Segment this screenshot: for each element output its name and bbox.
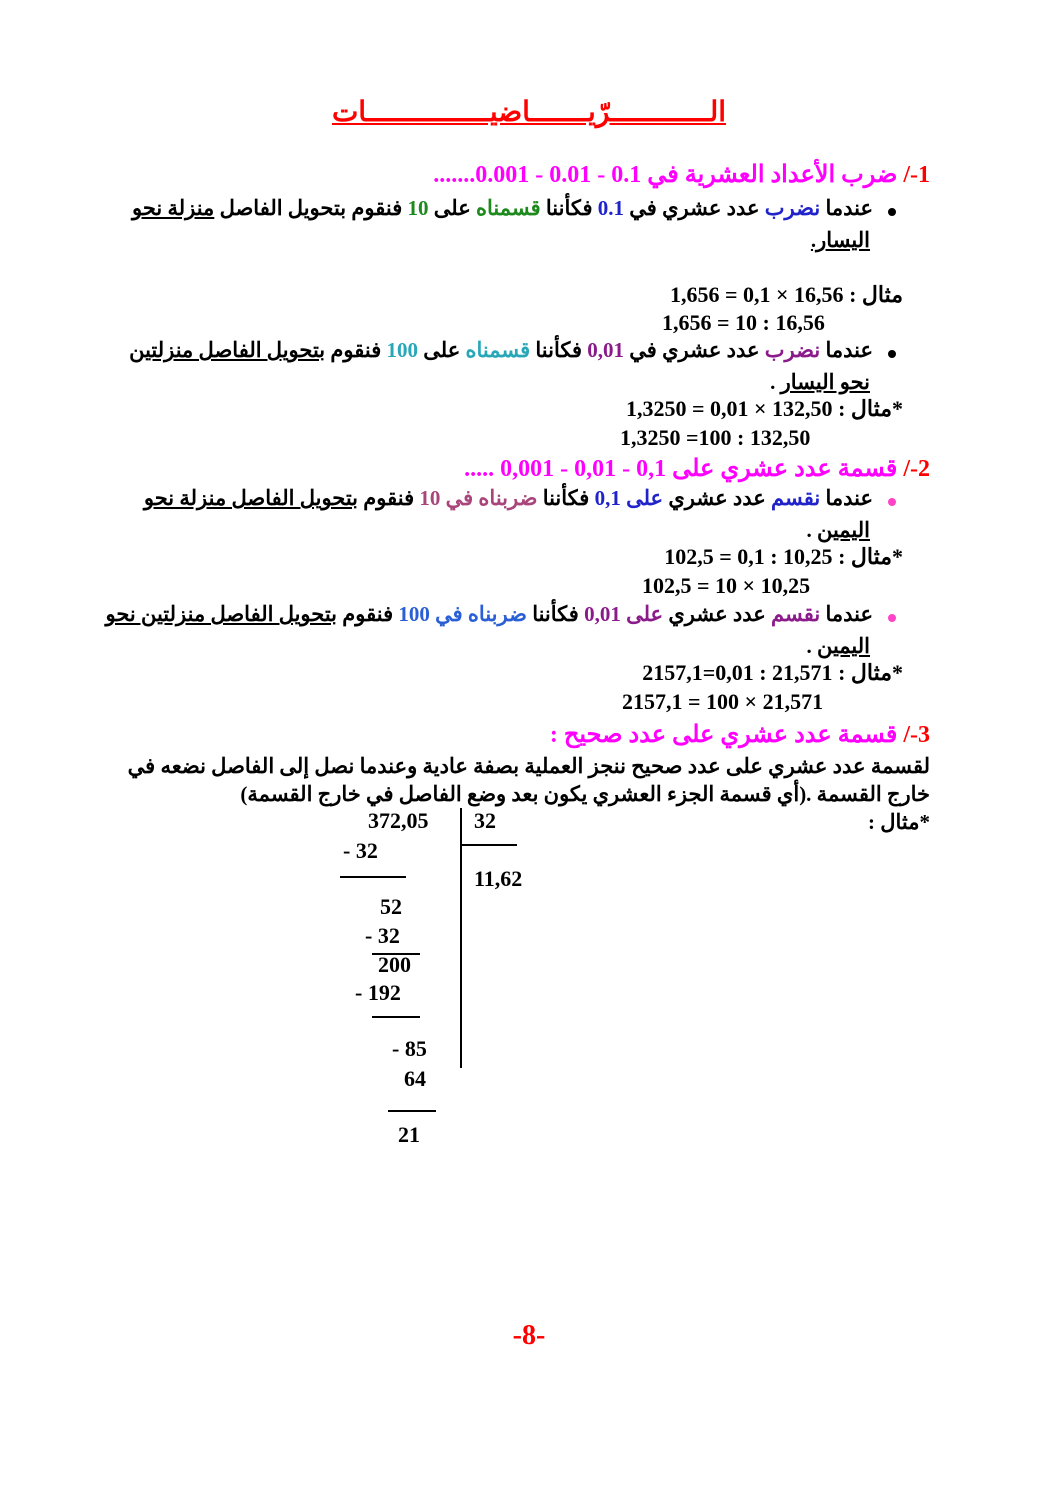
value: 0.1 bbox=[597, 196, 625, 220]
s3-paragraph-line-1: لقسمة عدد عشري على عدد صحيح ننجز العملية بصفة عادية وعندما نصل إلى الفاصل نضعه في bbox=[127, 754, 930, 778]
underlined-phrase: بتحويل الفاصل منزلتين نحو bbox=[105, 602, 338, 626]
section-3-number: 3-/ bbox=[903, 722, 930, 748]
keyword-divide: قسمناه bbox=[465, 338, 531, 362]
step-line bbox=[388, 1110, 436, 1112]
word: فنقوم bbox=[342, 602, 394, 626]
section-3-title: قسمة عدد عشري على عدد صحيح : bbox=[549, 722, 898, 748]
word: عندما bbox=[825, 602, 873, 626]
word: عدد عشري bbox=[668, 602, 766, 626]
value: 10 bbox=[419, 486, 441, 510]
example-expression: 1,3250 = 0,01 × 132,50 bbox=[625, 396, 833, 421]
example-expression: 102,5 = 0,1 : 10,25 bbox=[664, 544, 833, 569]
section-2-heading bbox=[464, 454, 930, 483]
s1-example-1-line-1 bbox=[670, 282, 903, 308]
bullet-dot bbox=[888, 350, 896, 358]
division-step: - 32 bbox=[365, 923, 400, 948]
word: عندما bbox=[825, 486, 873, 510]
keyword-multiply: ضربناه في bbox=[435, 602, 527, 626]
s1-example-2-line-2: 1,3250 =100 : 132,50 bbox=[620, 425, 811, 450]
word: على bbox=[626, 486, 664, 510]
division-step: - 192 bbox=[355, 980, 401, 1005]
step-line bbox=[340, 876, 406, 878]
quotient: 11,62 bbox=[474, 866, 523, 891]
value: 10 bbox=[407, 196, 429, 220]
period: . bbox=[770, 370, 776, 394]
s1-bullet-2-line-2 bbox=[770, 370, 870, 395]
value: 100 bbox=[398, 602, 430, 626]
step-line bbox=[372, 1016, 420, 1018]
word: فكأننا bbox=[545, 196, 593, 220]
word: عدد عشري في bbox=[629, 338, 760, 362]
period: . bbox=[806, 518, 812, 542]
keyword-multiply: نضرب bbox=[764, 338, 821, 362]
s3-example-label: *مثال : bbox=[868, 810, 930, 834]
word: عندما bbox=[825, 338, 873, 362]
word: عدد عشري bbox=[668, 486, 766, 510]
division-bar bbox=[460, 808, 462, 1068]
word: فنقوم bbox=[330, 338, 382, 362]
underlined-phrase: بتحويل الفاصل منزلتين bbox=[129, 338, 326, 362]
underlined-phrase: نحو اليسار bbox=[780, 370, 870, 394]
page-title: الــــــــــــرّيـــــــاضيـــــــــــــــات bbox=[331, 97, 727, 128]
s1-example-2-line-1 bbox=[626, 396, 903, 422]
example-expression: 2157,1=0,01 : 21,571 bbox=[642, 660, 833, 685]
keyword-multiply: ضربناه في bbox=[445, 486, 538, 510]
period: . bbox=[806, 634, 812, 658]
example-label: *مثال : bbox=[838, 544, 903, 569]
s2-bullet-1-line-2 bbox=[806, 518, 870, 543]
s2-example-2-line-1 bbox=[642, 660, 903, 686]
s2-example-1-line-2: 102,5 = 10 × 10,25 bbox=[642, 573, 811, 598]
section-1-number: 1-/ bbox=[903, 162, 930, 188]
underlined-phrase: منزلة نحو bbox=[131, 196, 215, 220]
word: فكأننا bbox=[535, 338, 583, 362]
division-step: 200 bbox=[378, 952, 411, 977]
word: على bbox=[423, 338, 461, 362]
section-1-heading bbox=[433, 160, 930, 189]
underlined-phrase: بتحويل الفاصل منزلة نحو bbox=[143, 486, 359, 510]
word: عدد عشري في bbox=[629, 196, 760, 220]
divisor-underline bbox=[462, 844, 517, 846]
s2-bullet-2-line-1 bbox=[105, 602, 873, 627]
section-2-number: 2-/ bbox=[903, 456, 930, 482]
word: على bbox=[626, 602, 664, 626]
word: فنقوم bbox=[363, 486, 415, 510]
keyword-multiply: نضرب bbox=[764, 196, 821, 220]
value: 0,01 bbox=[587, 338, 625, 362]
keyword-divide: نقسم bbox=[771, 486, 821, 510]
keyword-divide: قسمناه bbox=[476, 196, 541, 220]
division-step: 21 bbox=[398, 1122, 420, 1147]
s2-bullet-2-line-2 bbox=[806, 634, 870, 659]
underlined-phrase: اليمين bbox=[816, 634, 870, 658]
underlined-phrase: اليمين bbox=[816, 518, 870, 542]
example-label: مثال : bbox=[849, 282, 903, 307]
example-label: *مثال : bbox=[838, 396, 903, 421]
word: فنقوم بتحويل الفاصل bbox=[219, 196, 403, 220]
s2-example-1-line-1 bbox=[664, 544, 903, 570]
s3-paragraph-line-2: خارج القسمة .(أي قسمة الجزء العشري يكون بعد وضع الفاصل في خارج القسمة) bbox=[240, 782, 930, 806]
keyword-divide: نقسم bbox=[771, 602, 821, 626]
value: 0,1 bbox=[594, 486, 621, 510]
word: على bbox=[433, 196, 471, 220]
example-expression: 1,656 = 0,1 × 16,56 bbox=[669, 282, 844, 307]
bullet-dot bbox=[888, 614, 896, 622]
value: 0,01 bbox=[584, 602, 621, 626]
word: فكأننا bbox=[532, 602, 579, 626]
s2-bullet-1-line-1 bbox=[144, 486, 873, 511]
s1-bullet-1-line-1 bbox=[132, 196, 873, 221]
word: فكأننا bbox=[542, 486, 590, 510]
word: عندما bbox=[825, 196, 873, 220]
section-1-title: ضرب الأعداد العشرية في 0.1 - 0.01 - 0.001....... bbox=[433, 162, 898, 188]
example-label: *مثال : bbox=[838, 660, 903, 685]
bullet-dot bbox=[888, 498, 896, 506]
division-step: - 85 bbox=[392, 1036, 427, 1061]
dividend: 372,05 bbox=[368, 808, 429, 833]
division-step: 64 bbox=[404, 1066, 426, 1091]
page-number: -8- bbox=[512, 1320, 546, 1351]
bullet-dot bbox=[888, 208, 896, 216]
s1-example-1-line-2: 1,656 = 10 : 16,56 bbox=[662, 310, 825, 335]
value: 100 bbox=[386, 338, 418, 362]
section-3-heading bbox=[550, 720, 930, 749]
s2-example-2-line-2: 2157,1 = 100 × 21,571 bbox=[622, 689, 824, 714]
s1-bullet-2-line-1 bbox=[129, 338, 873, 363]
s1-bullet-1-line-2: اليسار. bbox=[810, 228, 870, 252]
section-2-title: قسمة عدد عشري على 0,1 - 0,01 - 0,001 ..... bbox=[464, 456, 898, 482]
division-step: 52 bbox=[380, 894, 402, 919]
division-step: - 32 bbox=[343, 838, 378, 863]
divisor: 32 bbox=[474, 808, 496, 833]
